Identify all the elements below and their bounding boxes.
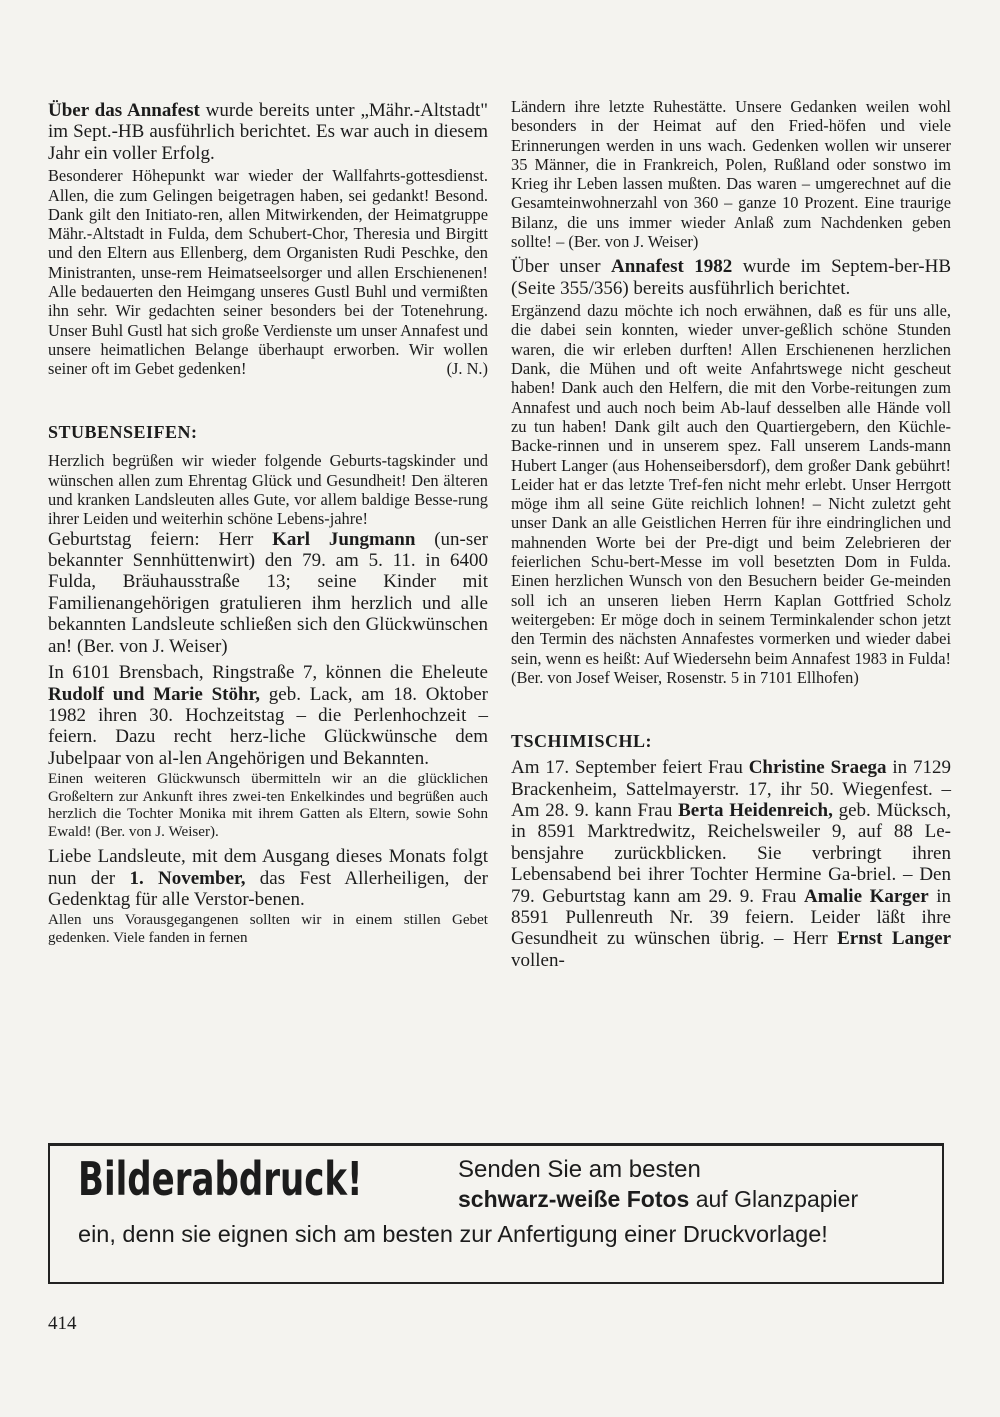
stubenseifen-wedding <box>48 662 488 769</box>
person-name: Christine Sraega <box>748 757 887 779</box>
person-name: Karl Jungmann <box>272 528 416 550</box>
person-name: Ernst Langer <box>837 928 952 950</box>
text-run: das Fest Allerheiligen, der Gedenktag für alle Verstor-benen. <box>48 867 488 910</box>
photo-notice-banner <box>48 1143 944 1284</box>
left-column <box>48 100 488 947</box>
annafest-body <box>48 166 488 378</box>
annafest-body-text: Besonderer Höhepunkt war wieder der Wallfahrts-gottesdienst. Allen, die zum Gelingen beigetragen haben, sei gedankt! Besond. Dank gilt den Initiato-ren, allen Mitwirkenden, der Heimatgruppe Mähr.-Altstadt in Fulda, dem Schubert-Chor, Theresia und Birgitt und den Eltern aus Ellenberg, dem Organisten Rudi Peschke, den Ministranten, unse-rem Heimatseelsorger und allen Erschienenen! Alle bedauerten den Heimgang unseres Gustl Buhl und vermißten ihn sehr. Wir gedachten seiner besonders bei der Totenehrung. Unser Buhl Gustl hat sich große Verdienste um unser Annafest und unsere heimatlichen Belange überhaupt erworben. Wir wollen seiner oft im Gebet gedenken! <box>48 166 488 379</box>
text-run: Geburtstag feiern: Herr <box>48 528 273 550</box>
text-run: Am 17. September feiert Frau <box>511 757 749 779</box>
stubenseifen-heading: STUBENSEIFEN: <box>48 422 198 443</box>
text-run: auf Glanzpapier <box>689 1186 859 1212</box>
text-run: In 6101 Brensbach, Ringstraße 7, können die Eheleute <box>48 662 488 684</box>
text-run: in 8591 Pullenreuth Nr. 39 feiern. Leider läßt ihre Gesundheit zu wünschen übrig. – Herr <box>511 885 952 950</box>
event-name: Annafest 1982 <box>611 256 733 278</box>
annafest-signature: (J. N.) <box>446 359 488 379</box>
banner-line-3: ein, denn sie eignen sich am besten zur Anfertigung einer Druckvorlage! <box>78 1221 828 1247</box>
stubenseifen-allerheiligen <box>48 846 488 910</box>
date-bold: 1. November, <box>129 867 246 889</box>
stubenseifen-remembrance: Allen uns Vorausgegangenen sollten wir in einem stillen Gebet gedenken. Viele fanden in fernen <box>48 912 488 946</box>
annafest-1982-lead <box>511 256 951 299</box>
text-run: Liebe Landsleute, mit dem Ausgang dieses Monats folgt nun der <box>48 846 488 889</box>
stubenseifen-intro: Herzlich begrüßen wir wieder folgende Geburts-tagskinder und wünschen allen zum Ehrentag Glück und Gesundheit! Den älteren und kranken Landsleuten alles Gute, vor allem baldige Besse-rung ihrer Leiden und weiterhin schöne Lebens-jahre! <box>48 451 488 529</box>
text-run: geb. Lack, am 18. Oktober 1982 ihren 30. Hochzeitstag – die Perlenhochzeit – feiern. Dazu recht herz-liche Glückwünsche dem Jubelpaar von al-len Angehörigen und Bekannten. <box>48 683 488 769</box>
annafest-lead <box>48 100 488 164</box>
stubenseifen-birthday <box>48 529 488 657</box>
annafest-lead-text: wurde bereits unter „Mähr.-Altstadt" im Sept.-HB ausführlich berichtet. Es war auch in diesem Jahr ein voller Erfolg. <box>48 100 489 164</box>
tschimischl-heading: TSCHIMISCHL: <box>511 731 653 752</box>
right-column <box>511 97 951 971</box>
person-name: Amalie Karger <box>803 885 929 907</box>
banner-emphasis: schwarz-weiße Fotos <box>458 1186 690 1212</box>
tschimischl-body <box>511 757 951 971</box>
text-run: geb. Mücksch, in 8591 Marktredwitz, Reichelsweiler 9, auf 88 Le-bensjahre zurückblicken. Sie verbringt ihren Lebensabend bei ihrer Tochter Hermine Ga-briel. – Den 79. Geburtstag kann am 29. 9. Frau <box>511 799 951 907</box>
page-number: 414 <box>48 1313 77 1334</box>
annafest-1982-body: Ergänzend dazu möchte ich noch erwähnen, daß es für uns alle, die dabei sein konnten, wieder unver-geßlich schöne Stunden waren, die wir erleben durften! Allen Erschienenen herzlichen Dank, die Mühen und oft weite Anfahrtswege nicht gescheut haben! Dank auch den Helfern, die mit den Vorbe-reitungen zum Annafest und auch noch beim Ab-lauf desselben alle Hände voll zu tun haben! Dank gilt auch den Quartiergebern, den Küchle-Backe-rinnen und in unserem spez. Fall unserem Lands-mann Hubert Langer (aus Hohenseibersdorf), dem großer Dank gebührt! Leider hat er das letzte Tref-fen nicht mehr erlebt. Unser Herrgott möge ihm all seine Güte reichlich lohnen! – Nicht zuletzt geht unser Dank an alle Geistlichen Herren für ihre eindringlichen und mahnenden Worte bei der Pre-digt und beim Zelebrieren der feierlichen Schu-bert-Messe im voll besetzten Dom in Fulda. Einen herzlichen Wunsch von den Besuchern beider Ge-meinden soll ich an unseren lieben Herrn Kaplan Gottfried Scholz weitergeben: Er möge doch in seinem Terminkalender schon jetzt den Termin des nächsten Annafestes vormerken und wieder dabei sein, wenn es heißt: Auf Wiedersehn beim Annafest 1983 in Fulda! (Ber. von Josef Weiser, Rosenstr. 5 in 7101 Ellhofen) <box>511 301 951 687</box>
text-run: Über unser <box>511 256 611 278</box>
person-name: Berta Heidenreich, <box>678 799 833 821</box>
right-remembrance: Ländern ihre letzte Ruhestätte. Unsere Gedanken weilen wohl besonders in der Heimat auf den Fried-höfen und viele Erinnerungen werden in uns wach. Gedenken wollen wir unserer 35 Männer, die in Frankreich, Polen, Rußland oder sonstwo im Krieg ihr Leben lassen mußten. Das waren – umgerechnet auf die Gesamteinwohnerzahl von 360 – ganze 10 Prozent. Eine traurige Bilanz, die uns immer wieder Anlaß zum Nachdenken geben sollte! – (Ber. von J. Weiser) <box>511 97 951 252</box>
banner-title: Bilderabdruck! <box>78 1152 363 1206</box>
stubenseifen-grandchild: Einen weiteren Glückwunsch übermitteln wir an die glücklichen Großeltern zur Ankunft ihres zwei-ten Enkelkindes und begrüßen auch herzlich die Tochter Monika mit ihrem Gatten als Eltern, sowie Sohn Ewald! (Ber. von J. Weiser). <box>48 771 488 840</box>
text-run: wurde im Septem-ber-HB (Seite 355/356) bereits ausführlich berichtet. <box>511 256 951 299</box>
text-run: vollen- <box>511 949 565 971</box>
text-run: in 7129 Brackenheim, Sattelmayerstr. 17, ihr 50. Wiegenfest. – Am 28. 9. kann Frau <box>511 757 951 821</box>
banner-line-1: Senden Sie am besten <box>458 1156 701 1183</box>
annafest-lead-bold: Über das Annafest <box>48 100 200 121</box>
banner-line-2 <box>458 1186 858 1213</box>
person-name: Rudolf und Marie Stöhr, <box>48 683 260 705</box>
text-run: (un-ser bekannter Sennhüttenwirt) den 79. am 5. 11. in 6400 Fulda, Bräuhausstraße 13; seine Kinder mit Familienangehörigen gratulieren ihm herzlich und alle bekannten Landsleute schließen sich den Glückwünschen an! (Ber. von J. Weiser) <box>48 528 488 657</box>
